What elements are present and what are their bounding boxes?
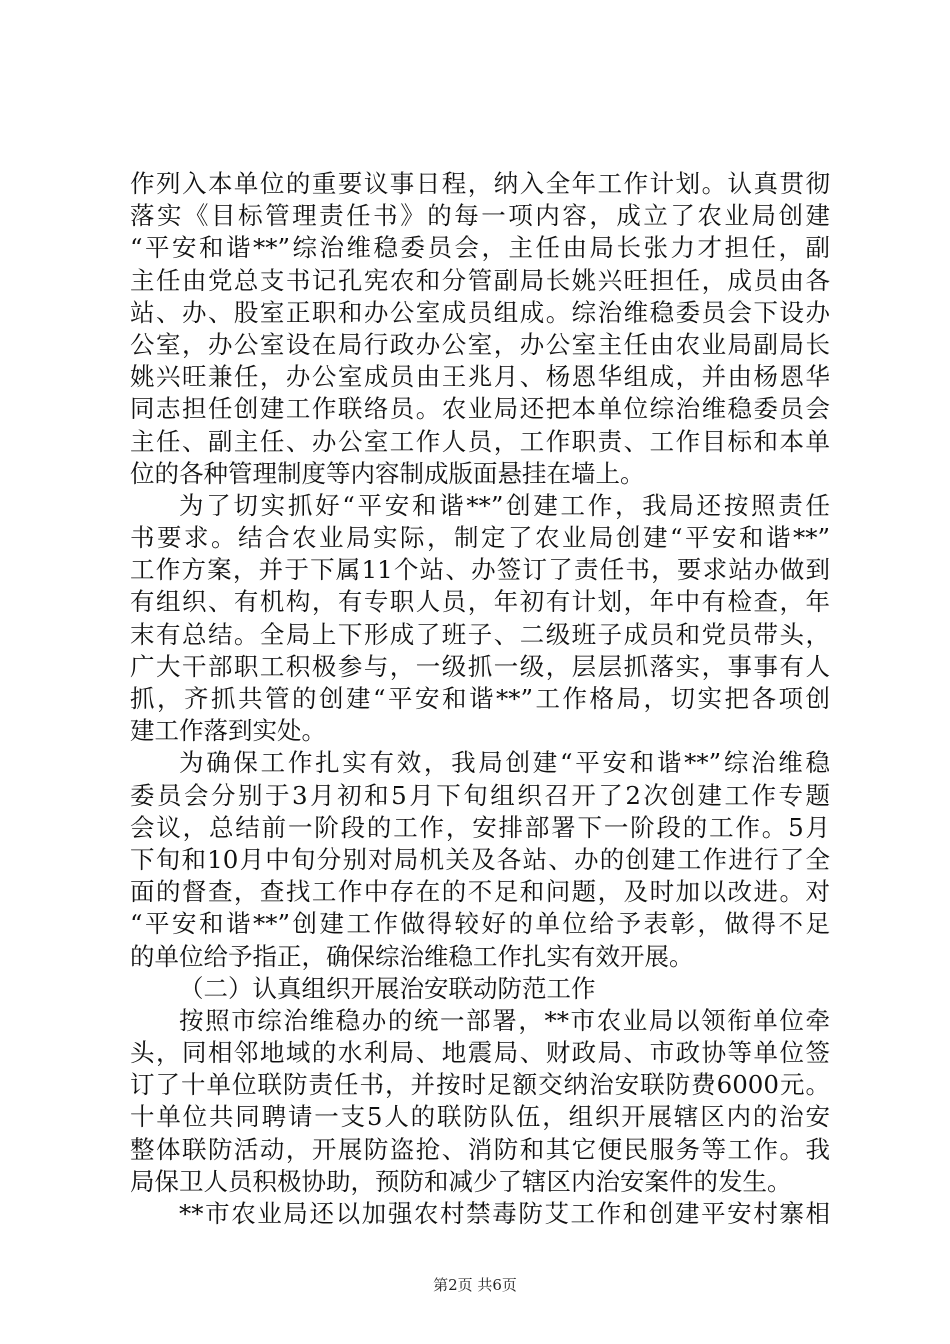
text-line: 同志担任创建工作联络员。农业局还把本单位综治维稳委员会	[130, 394, 830, 424]
text-line: 会议，总结前一阶段的工作，安排部署下一阶段的工作。5月	[130, 812, 830, 842]
text-line: 姚兴旺兼任，办公室成员由王兆月、杨恩华组成，并由杨恩华	[130, 362, 830, 392]
text-line: 订了十单位联防责任书，并按时足额交纳治安联防费6000元。	[130, 1070, 830, 1100]
document-body	[130, 168, 830, 1230]
text-line: 工作方案，并于下属11个站、办签订了责任书，要求站办做到	[130, 555, 830, 585]
text-line: 末有总结。全局上下形成了班子、二级班子成员和党员带头，	[130, 619, 830, 649]
text-line: 整体联防活动，开展防盗抢、消防和其它便民服务等工作。我	[130, 1134, 830, 1164]
text-line: 头，同相邻地域的水利局、地震局、财政局、市政协等单位签	[130, 1038, 830, 1068]
text-line: 局保卫人员积极协助，预防和减少了辖区内治安案件的发生。	[130, 1166, 792, 1196]
text-line: “平安和谐**”综治维稳委员会，主任由局长张力才担任，副	[130, 233, 830, 263]
text-line: 十单位共同聘请一支5人的联防队伍，组织开展辖区内的治安	[130, 1102, 830, 1132]
text-line: 的单位给予指正，确保综治维稳工作扎实有效开展。	[130, 941, 694, 971]
text-line: 抓，齐抓共管的创建“平安和谐**”工作格局，切实把各项创	[130, 684, 830, 713]
text-line: 位的各种管理制度等内容制成版面悬挂在墙上。	[130, 458, 645, 488]
text-line: 建工作落到实处。	[130, 716, 326, 746]
text-line: 有组织、有机构，有专职人员，年初有计划，年中有检查，年	[130, 587, 830, 617]
text-line: 按照市综治维稳办的统一部署，**市农业局以领衔单位牵	[179, 1005, 830, 1035]
text-line: **市农业局还以加强农村禁毒防艾工作和创建平安村寨相	[179, 1199, 830, 1228]
text-line: 广大干部职工积极参与，一级抓一级，层层抓落实，事事有人	[130, 651, 830, 681]
text-line: 作列入本单位的重要议事日程，纳入全年工作计划。认真贯彻	[130, 169, 830, 198]
text-line: 公室，办公室设在局行政办公室，办公室主任由农业局副局长	[130, 329, 830, 359]
text-line: 为了切实抓好“平安和谐**”创建工作，我局还按照责任	[179, 490, 830, 520]
text-line: “平安和谐**”创建工作做得较好的单位给予表彰，做得不足	[130, 909, 830, 939]
text-line: 主任由党总支书记孔宪农和分管副局长姚兴旺担任，成员由各	[130, 265, 830, 295]
text-line: （二）认真组织开展治安联动防范工作	[179, 973, 596, 1003]
text-line: 落实《目标管理责任书》的每一项内容，成立了农业局创建	[130, 201, 830, 231]
text-line: 委员会分别于3月初和5月下旬组织召开了2次创建工作专题	[130, 780, 830, 810]
page-footer: 第2页 共6页	[433, 1276, 517, 1294]
text-line: 下旬和10月中旬分别对局机关及各站、办的创建工作进行了全	[130, 844, 830, 874]
text-line: 面的督查，查找工作中存在的不足和问题，及时加以改进。对	[130, 877, 830, 907]
text-line: 为确保工作扎实有效，我局创建“平安和谐**”综治维稳	[179, 748, 830, 778]
text-line: 书要求。结合农业局实际，制定了农业局创建“平安和谐**”	[130, 523, 830, 553]
text-line: 站、办、股室正职和办公室成员组成。综治维稳委员会下设办	[130, 297, 830, 327]
text-line: 主任、副主任、办公室工作人员，工作职责、工作目标和本单	[130, 426, 830, 456]
